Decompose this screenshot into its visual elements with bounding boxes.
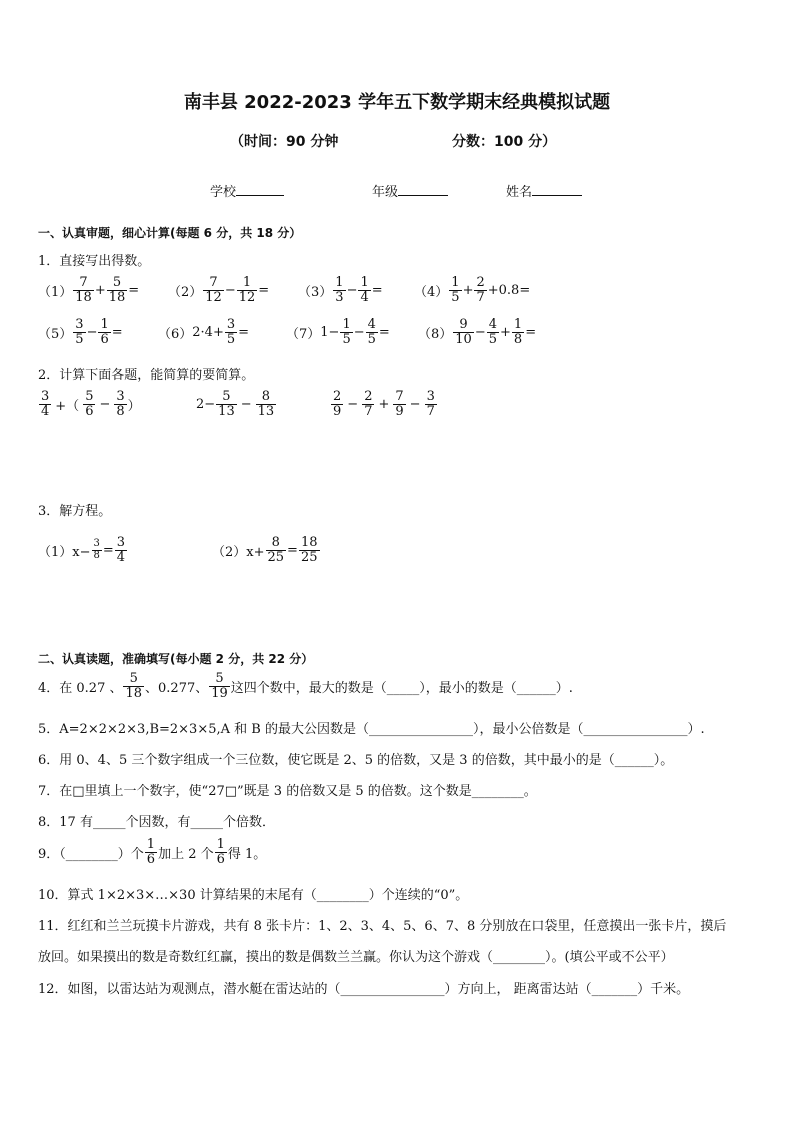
name-label: 姓名 (506, 185, 533, 200)
fraction: $\frac{8}{13}$ (257, 389, 275, 419)
q5: 5．A=2×2×2×3,B=2×3×5,A 和 B 的最大公因数是（________________），最小公倍数是（________________）. (38, 722, 705, 737)
fraction: $\frac{3}{5}$ (75, 317, 84, 347)
q9: 9．（________）个 $\frac{1}{6}$ 加上 2 个 $\frac{1}{6}$ 得 1。 (38, 837, 267, 867)
name-blank[interactable] (532, 195, 582, 196)
fraction: $\frac{1}{6}$ (146, 837, 156, 867)
fraction: $\frac{2}{9}$ (333, 389, 342, 419)
fraction: $\frac{1}{3}$ (335, 275, 344, 305)
fraction: $\frac{3}{8}$ (93, 538, 100, 561)
q4: 4．在 0.27 、 $\frac{5}{18}$ 、0.277、 $\frac{5}{19}$ 这四个数中，最大的数是（_____），最小的数是（______）. (38, 671, 573, 701)
q1-title: 1．直接写出得数。 (38, 254, 151, 269)
q2-title: 2．计算下面各题，能简算的要简算。 (38, 368, 255, 383)
q1-item-8: （8） $\frac{9}{10}$ − $\frac{4}{5}$ + $\frac{1}{8}$ = (418, 317, 537, 347)
fraction: $\frac{7}{18}$ (75, 275, 92, 305)
fraction: $\frac{5}{13}$ (218, 389, 235, 419)
q1-item-3: （3） $\frac{1}{3}$ − $\frac{1}{4}$ = (298, 275, 383, 305)
school-blank[interactable] (236, 195, 284, 196)
q1-item-4: （4） $\frac{1}{5}$ + $\frac{2}{7}$ +0.8 = (414, 275, 531, 305)
q12: 12．如图，以雷达站为观测点，潜水艇在雷达站的（________________）方向上， 距离雷达站（_______）千米。 (38, 982, 690, 997)
fraction: $\frac{3}{4}$ (41, 389, 50, 419)
fraction: $\frac{1}{6}$ (216, 837, 225, 867)
fraction: $\frac{18}{25}$ (300, 535, 318, 565)
fraction: $\frac{7}{12}$ (205, 275, 222, 305)
fraction: $\frac{1}{5}$ (342, 317, 351, 347)
fraction: $\frac{5}{18}$ (125, 671, 143, 701)
fraction: $\frac{1}{8}$ (513, 317, 523, 347)
fraction: $\frac{3}{7}$ (426, 389, 435, 419)
fraction: $\frac{3}{8}$ (116, 389, 125, 419)
q7: 7．在□里填上一个数字，使“27□”既是 3 的倍数又是 5 的倍数。这个数是________。 (38, 784, 537, 799)
grade-label: 年级 (372, 185, 399, 200)
section2-heading: 二、认真读题，准确填写(每小题 2 分，共 22 分） (38, 652, 314, 666)
q1-item-6: （6） 2·4+ $\frac{3}{5}$ = (158, 317, 250, 347)
q6: 6．用 0、4、5 三个数字组成一个三位数，使它既是 2、5 的倍数，又是 3 的倍数，其中最小的是（______）。 (38, 753, 674, 768)
q1-item-5: （5） $\frac{3}{5}$ − $\frac{1}{6}$ = (38, 317, 123, 347)
fraction: $\frac{1}{12}$ (238, 275, 256, 305)
q3-equation-2: （2）x+ $\frac{8}{25}$ = $\frac{18}{25}$ (212, 535, 318, 565)
fraction: $\frac{1}{4}$ (360, 275, 369, 305)
grade-blank[interactable] (398, 195, 448, 196)
fraction: $\frac{7}{9}$ (395, 389, 404, 419)
fraction: $\frac{9}{10}$ (455, 317, 472, 347)
fraction: $\frac{3}{4}$ (116, 535, 126, 565)
page-title: 南丰县 2022-2023 学年五下数学期末经典模拟试题 (183, 92, 611, 113)
fraction: $\frac{3}{5}$ (226, 317, 236, 347)
fraction: $\frac{1}{5}$ (451, 275, 460, 305)
q1-item-1: （1） $\frac{7}{18}$ + $\frac{5}{18}$ = (38, 275, 140, 305)
section1-heading: 一、认真审题，细心计算(每题 6 分，共 18 分） (38, 226, 302, 240)
q11-line-1: 11．红红和兰兰玩摸卡片游戏，共有 8 张卡片：1、2、3、4、5、6、7、8 分别放在口袋里，任意摸出一张卡片，摸后 (38, 919, 727, 934)
name-field (506, 181, 582, 200)
fraction: $\frac{5}{19}$ (211, 671, 228, 701)
q3-title: 3．解方程。 (38, 504, 112, 519)
school-label: 学校 (210, 185, 237, 200)
q8: 8．17 有_____个因数，有_____个倍数． (38, 815, 275, 830)
exam-time: （时间：90 分钟 (230, 134, 339, 150)
q2-expr-2: 2− $\frac{5}{13}$ − $\frac{8}{13}$ (196, 389, 275, 419)
q11-line-2: 放回。如果摸出的数是奇数红红赢，摸出的数是偶数兰兰赢。你认为这个游戏（________）。(填公平或不公平） (38, 950, 674, 965)
q2-expr-3: $\frac{2}{9}$ − $\frac{2}{7}$ + $\frac{7}{9}$ − $\frac{3}{7}$ (333, 389, 435, 419)
fraction: $\frac{5}{6}$ (85, 389, 94, 419)
fraction: $\frac{1}{6}$ (100, 317, 109, 347)
q3-equation-1: （1）x− $\frac{3}{8}$ = $\frac{3}{4}$ (38, 535, 126, 565)
exam-score: 分数：100 分） (452, 134, 557, 150)
q1-item-2: （2） $\frac{7}{12}$ − $\frac{1}{12}$ = (168, 275, 270, 305)
fraction: $\frac{4}{5}$ (367, 317, 376, 347)
fraction: $\frac{2}{7}$ (476, 275, 485, 305)
fraction: $\frac{5}{18}$ (108, 275, 126, 305)
grade-field (372, 181, 448, 200)
fraction: $\frac{4}{5}$ (488, 317, 498, 347)
school-field (210, 181, 284, 200)
q1-item-7: （7） 1− $\frac{1}{5}$ − $\frac{4}{5}$ = (286, 317, 390, 347)
fraction: $\frac{2}{7}$ (364, 389, 373, 419)
q2-expr-1: $\frac{3}{4}$ +（ $\frac{5}{6}$ − $\frac{3}{8}$ ） (41, 389, 141, 419)
fraction: $\frac{8}{25}$ (267, 535, 285, 565)
q10: 10．算式 1×2×3×…×30 计算结果的末尾有（________）个连续的“0”。 (38, 888, 469, 903)
